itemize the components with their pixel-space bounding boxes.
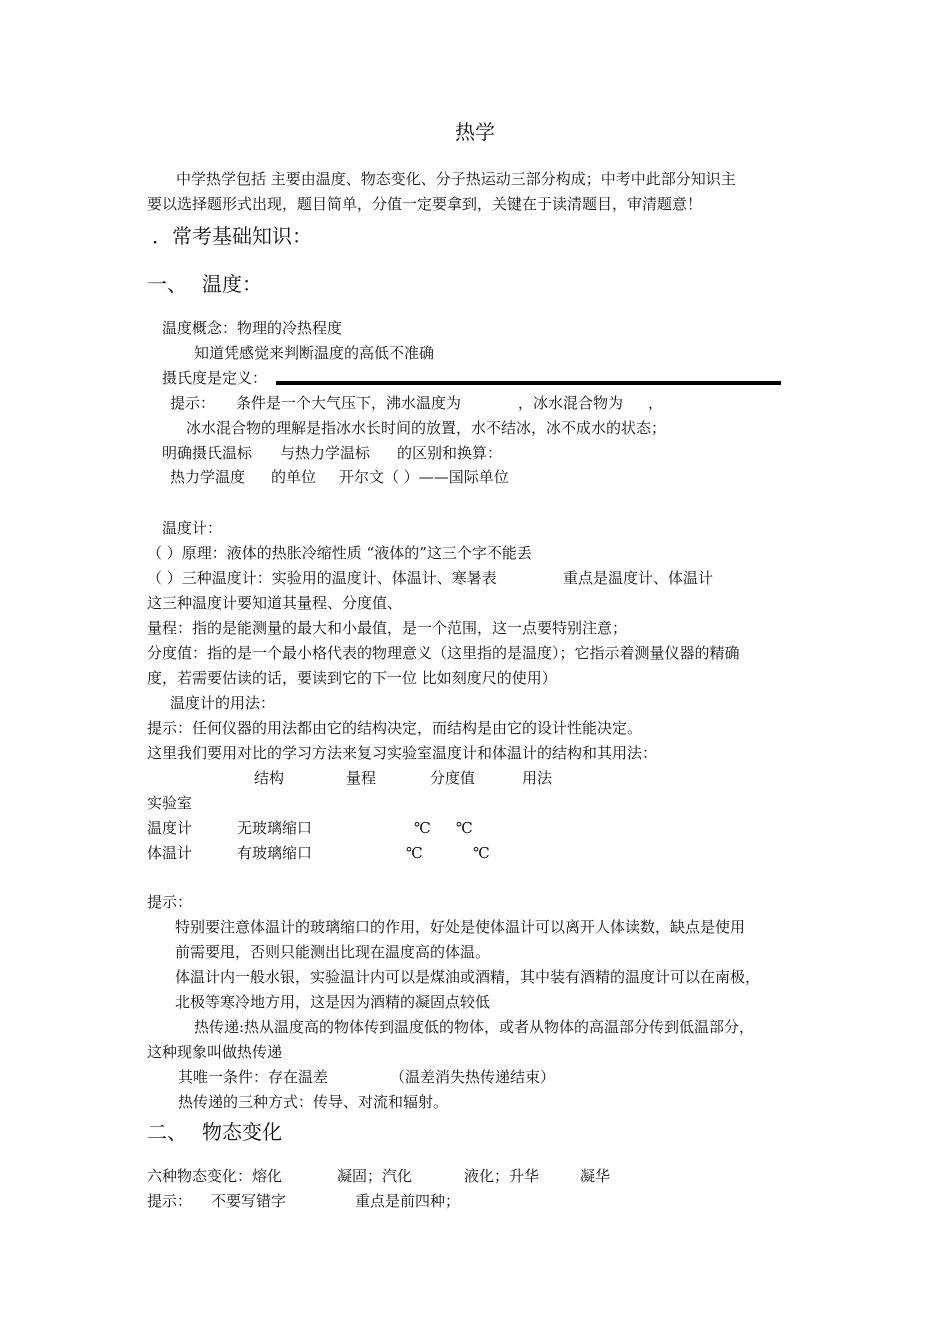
division-definition-1: 分度值：指的是一个最小格代表的物理意义（这里指的是温度）；它指示着测量仪器的精确 (147, 644, 740, 662)
range-definition: 量程：指的是能测量的最大和小最值，是一个范围，这一点要特别注意； (147, 619, 628, 637)
tip-2-line-1: 体温计内一般水银，实验温计内可以是煤油或酒精，其中装有酒精的温度计可以在南极， (175, 968, 761, 986)
table-row-division: ℃ (456, 819, 473, 837)
section-1-title: 温度： (202, 272, 262, 296)
hint-text-3: ， (648, 394, 664, 412)
tips-label: 提示： (147, 893, 193, 911)
table-header-division: 分度值 (430, 769, 476, 787)
heat-transfer-modes: 热传递的三种方式：传导、对流和辐射。 (178, 1093, 449, 1111)
intro-line-1: 中学热学包括 主要由温度、物态变化、分子热运动三部分构成；中考中此部分知识主 (176, 170, 736, 188)
kelvin-a: 热力学温度 (170, 468, 246, 486)
table-header-structure: 结构 (254, 769, 285, 787)
heat-transfer-line-1: 热传递:热从温度高的物体传到温度低的物体，或者从物体的高温部分传到低温部分， (194, 1018, 755, 1036)
compare-note: 这里我们要用对比的学习方法来复习实验室温度计和体温计的结构和其用法： (147, 744, 658, 762)
celsius-definition-blank-line (276, 381, 781, 385)
page-title: 热学 (455, 120, 495, 144)
six-changes-d: 凝华 (580, 1167, 611, 1185)
section-2-hint-label: 提示： (147, 1192, 193, 1210)
six-changes-b: 凝固；汽化 (337, 1167, 413, 1185)
principle: （ ）原理：液体的热胀冷缩性质 “液体的”这三个字不能丢 (147, 544, 532, 562)
table-header-usage: 用法 (522, 769, 553, 787)
temperature-concept: 温度概念：物理的冷热程度 (162, 319, 343, 337)
temperature-concept-note: 知道凭感觉来判断温度的高低不准确 (194, 344, 435, 362)
table-header-range: 量程 (346, 769, 377, 787)
table-row-name: 体温计 (147, 844, 193, 862)
table-lab-label: 实验室 (147, 794, 193, 812)
table-row-range: ℃ (406, 844, 423, 862)
know-range: 这三种温度计要知道其量程、分度值、 (147, 594, 403, 612)
heat-transfer-line-2: 这种现象叫做热传递 (147, 1043, 283, 1061)
usage-hint: 提示：任何仪器的用法都由它的结构决定，而结构是由它的设计性能决定。 (147, 719, 643, 737)
section-2-hint-b: 重点是前四种； (355, 1192, 461, 1210)
scales-c: 的区别和换算： (397, 444, 503, 462)
heat-condition-a: 其唯一条件：存在温差 (178, 1068, 329, 1086)
usage-heading: 温度计的用法： (170, 694, 276, 712)
ice-water-note: 冰水混合物的理解是指冰水长时间的放置，水不结冰，冰不成水的状态； (186, 419, 667, 437)
tip-2-line-2: 北极等寒冷地方用，这是因为酒精的凝固点较低 (175, 993, 491, 1011)
three-types-a: （ ）三种温度计：实验用的温度计、体温计、寒暑表 (147, 569, 497, 587)
six-changes-c: 液化；升华 (464, 1167, 540, 1185)
kelvin-c: 开尔文（ ）——国际单位 (339, 468, 509, 486)
tip-1-line-1: 特别要注意体温计的玻璃缩口的作用，好处是使体温计可以离开人体读数，缺点是使用 (175, 918, 746, 936)
tip-1-line-2: 前需要甩，否则只能测出比现在温度高的体温。 (175, 943, 491, 961)
hint-label: 提示： (170, 394, 216, 412)
three-types-b: 重点是温度计、体温计 (563, 569, 714, 587)
section-2-hint-a: 不要写错字 (211, 1192, 287, 1210)
six-changes-a: 六种物态变化：熔化 (147, 1167, 283, 1185)
hint-text: 条件是一个大气压下，沸水温度为 (236, 394, 462, 412)
table-row-structure: 有玻璃缩口 (237, 844, 313, 862)
section-2-number: 二、 (147, 1120, 187, 1144)
division-definition-2: 度，若需要估读的话，要读到它的下一位 比如刻度尺的使用） (147, 669, 557, 687)
scales-b: 与热力学温标 (280, 444, 371, 462)
table-row-division: ℃ (473, 844, 490, 862)
table-row-range: ℃ (414, 819, 431, 837)
section-main-heading: ．常考基础知识： (152, 224, 312, 248)
hint-text-2: ，冰水混合物为 (518, 394, 624, 412)
celsius-definition: 摄氏度是定义： (162, 369, 268, 387)
kelvin-b: 的单位 (271, 468, 317, 486)
section-2-title: 物态变化 (202, 1120, 282, 1144)
heat-condition-b: （温差消失热传递结束） (390, 1068, 556, 1086)
thermometer-heading: 温度计： (162, 519, 223, 537)
table-row-name: 温度计 (147, 819, 193, 837)
scales-a: 明确摄氏温标 (162, 444, 253, 462)
section-1-number: 一、 (147, 272, 187, 296)
intro-line-2: 要以选择题形式出现，题目简单，分值一定要拿到，关键在于读清题目，审清题意！ (147, 195, 703, 213)
table-row-structure: 无玻璃缩口 (237, 819, 313, 837)
